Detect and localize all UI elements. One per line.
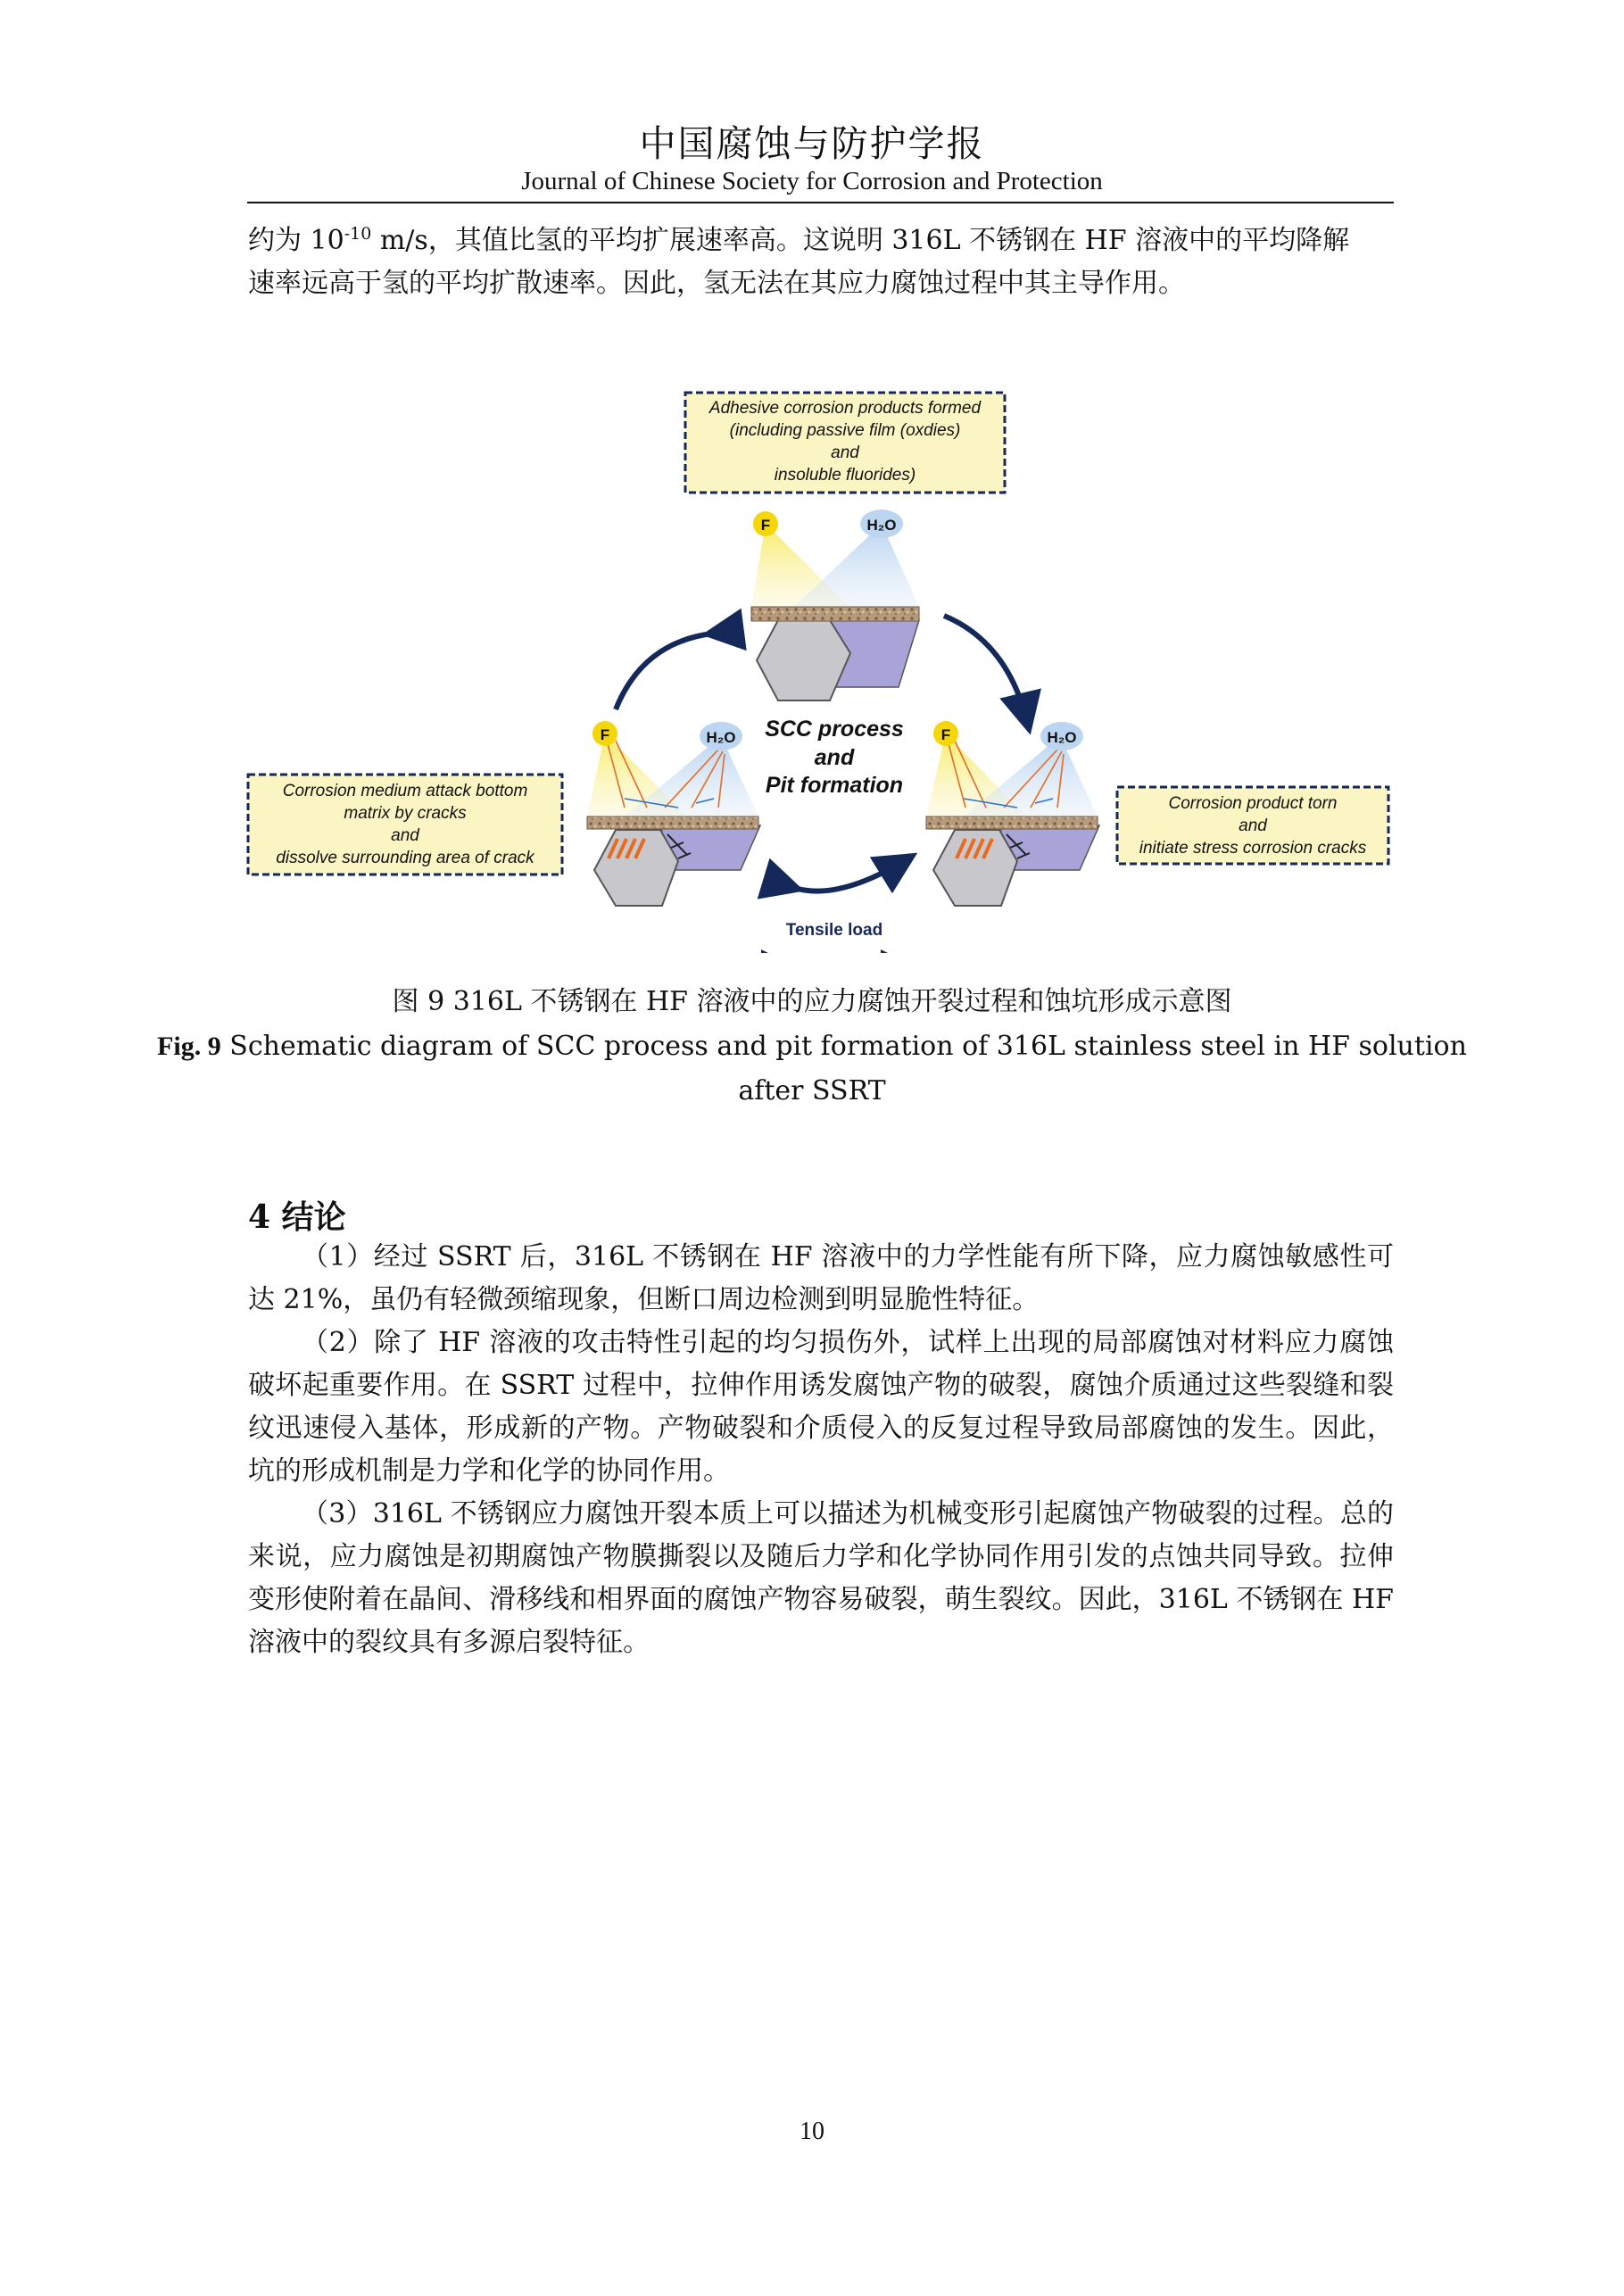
center-title-line-2: and bbox=[814, 745, 855, 770]
top-box-line-1: Adhesive corrosion products formed bbox=[708, 399, 982, 418]
fluoride-label: F bbox=[760, 517, 771, 534]
top-box-line-4: insoluble fluorides) bbox=[774, 466, 916, 485]
intro-line-1-pre: 约为 10 bbox=[248, 225, 344, 256]
center-title-line-1: SCC process bbox=[765, 717, 904, 742]
right-box-line-3: initiate stress corrosion cracks bbox=[1139, 839, 1367, 858]
page-number: 10 bbox=[800, 2118, 824, 2145]
water-label: H₂O bbox=[1047, 729, 1077, 746]
cycle-arrow-bottom bbox=[794, 858, 908, 891]
water-label: H₂O bbox=[706, 729, 736, 746]
conclusion-paragraph-1: （1）经过 SSRT 后，316L 不锈钢在 HF 溶液中的力学性能有所下降，应力腐蚀敏感性可达 21%，虽仍有轻微颈缩现象，但断口周边检测到明显脆性特征。 bbox=[248, 1241, 1394, 1315]
right-state-illustration bbox=[926, 721, 1099, 906]
center-title-line-3: Pit formation bbox=[765, 773, 904, 798]
right-box-line-1: Corrosion product torn bbox=[1168, 794, 1338, 813]
figure-caption-en-text: Schematic diagram of SCC process and pit formation of 316L stainless steel in HF solution bbox=[220, 1031, 1467, 1062]
conclusion-paragraph-2: （2）除了 HF 溶液的攻击特性引起的均匀损伤外，试样上出现的局部腐蚀对材料应力腐蚀破坏起重要作用。在 SSRT 过程中，拉伸作用诱发腐蚀产物的破裂，腐蚀介质通过这些裂缝和裂纹迅速侵入基体，形成新的产物。产物破裂和介质侵入的反复过程导致局部腐蚀的发生。因此，坑的形成机制是力学和化学的协同作用。 bbox=[248, 1327, 1394, 1487]
intro-paragraph bbox=[248, 212, 1394, 305]
figure-caption-cn: 图 9 316L 不锈钢在 HF 溶液中的应力腐蚀开裂过程和蚀坑形成示意图 bbox=[392, 986, 1232, 1017]
figure-label: Fig. 9 bbox=[157, 1032, 221, 1061]
metal-grain bbox=[594, 830, 678, 906]
conclusion-paragraph-3: （3）316L 不锈钢应力腐蚀开裂本质上可以描述为机械变形引起腐蚀产物破裂的过程。总的来说，应力腐蚀是初期腐蚀产物膜撕裂以及随后力学和化学协同作用引发的点蚀共同导致。拉伸变形使附着在晶间、滑移线和相界面的腐蚀产物容易破裂，萌生裂纹。因此，316L 不锈钢在 HF 溶液中的裂纹具有多源启裂特征。 bbox=[248, 1498, 1394, 1658]
water-beam bbox=[794, 524, 919, 607]
metal-grain bbox=[933, 830, 1017, 906]
water-label: H₂O bbox=[866, 517, 897, 534]
fluoride-label: F bbox=[600, 726, 610, 743]
scc-schematic-figure bbox=[241, 382, 1401, 953]
left-box-line-1: Corrosion medium attack bottom bbox=[282, 782, 528, 800]
section-heading: 4 结论 bbox=[248, 1198, 346, 1236]
figure-caption-en bbox=[0, 1024, 1624, 1069]
cycle-arrow-left bbox=[616, 634, 712, 709]
left-box-line-3: and bbox=[391, 826, 419, 845]
fluoride-label: F bbox=[940, 726, 951, 743]
right-box-line-2: and bbox=[1239, 816, 1267, 835]
journal-title-en: Journal of Chinese Society for Corrosion and Protection bbox=[521, 167, 1103, 195]
exponent: -10 bbox=[344, 224, 372, 244]
journal-title-cn: 中国腐蚀与防护学报 bbox=[639, 122, 985, 165]
top-box-line-3: and bbox=[831, 443, 859, 462]
figure-caption-en-line-2: after SSRT bbox=[738, 1075, 886, 1107]
conclusions-body bbox=[248, 1236, 1394, 1664]
intro-line-1-post: m/s，其值比氢的平均扩展速率高。这说明 316L 不锈钢在 HF 溶液中的平均降解 bbox=[371, 225, 1350, 256]
metal-grain bbox=[757, 620, 850, 700]
corrosion-product-film bbox=[587, 816, 758, 829]
left-box-line-2: matrix by cracks bbox=[344, 804, 467, 823]
header-rule bbox=[247, 202, 1394, 203]
intro-line-1 bbox=[248, 212, 1394, 262]
corrosion-product-film bbox=[751, 607, 919, 621]
corrosion-product-film bbox=[926, 816, 1098, 829]
left-state-illustration bbox=[587, 721, 760, 906]
cycle-arrow-right bbox=[944, 616, 1028, 725]
intro-line-2: 速率远高于氢的平均扩散速率。因此，氢无法在其应力腐蚀过程中其主导作用。 bbox=[248, 268, 1185, 299]
top-state-illustration bbox=[751, 510, 919, 700]
left-box-line-4: dissolve surrounding area of crack bbox=[276, 849, 534, 867]
top-box-line-2: (including passive film (oxdies) bbox=[729, 421, 961, 440]
tensile-load-label: Tensile load bbox=[785, 921, 883, 940]
